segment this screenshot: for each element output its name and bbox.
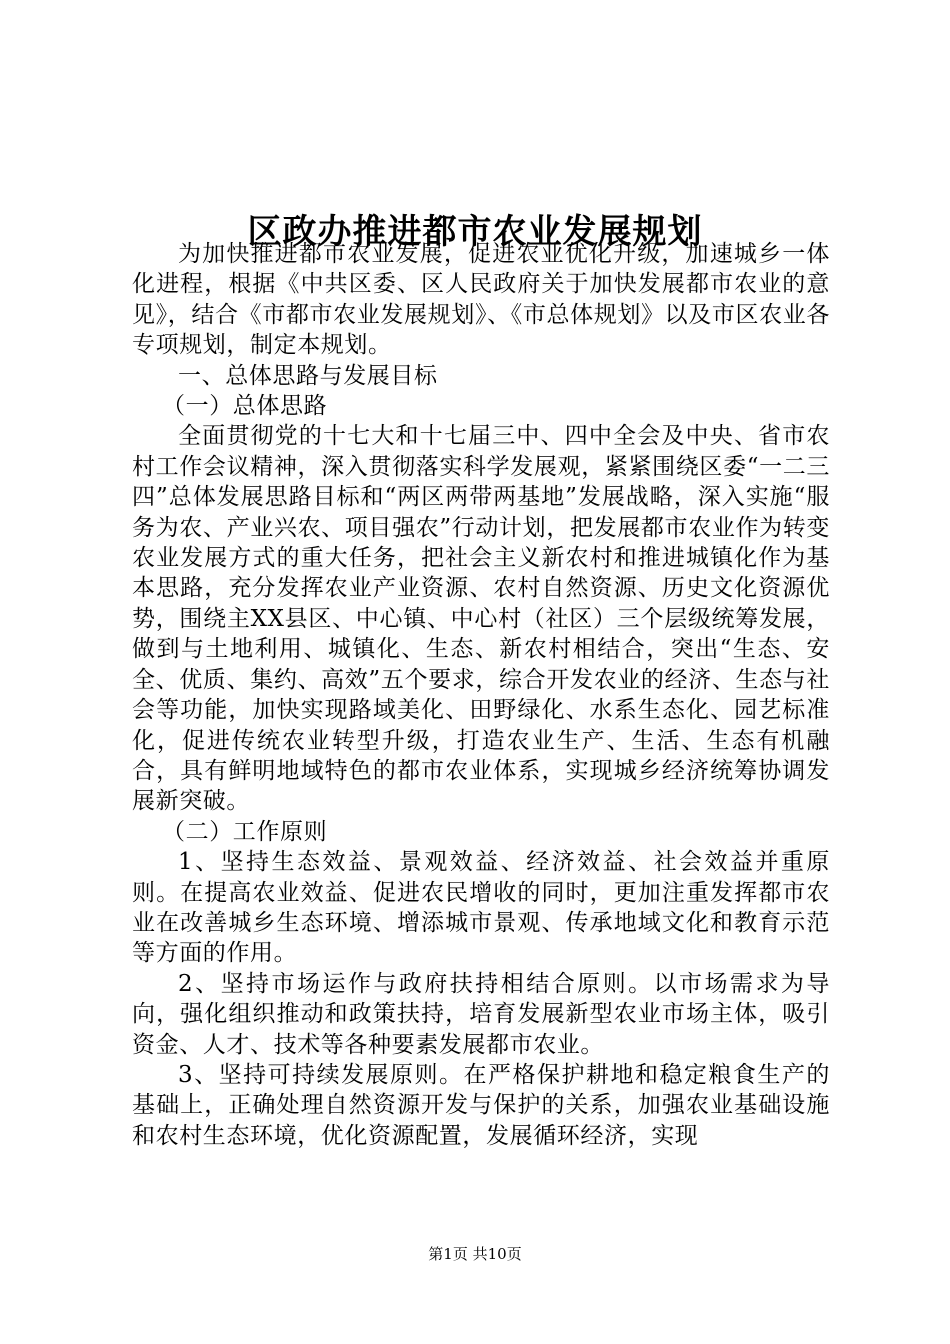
page-number-footer: 第1页 共10页 <box>428 1245 522 1263</box>
principle-paragraph-2: 2、坚持市场运作与政府扶持相结合原则。以市场需求为导向，强化组织推动和政策扶持，培育发展新型农业市场主体，吸引资金、人才、技术等各种要素发展都市农业。 <box>132 970 830 1058</box>
overall-thinking-paragraph: 全面贯彻党的十七大和十七届三中、四中全会及中央、省市农村工作会议精神，深入贯彻落实科学发展观，紧紧围绕区委“一二三四”总体发展思路目标和“两区两带两基地”发展战略，深入实施“服务为农、产业兴农、项目强农”行动计划，把发展都市农业作为转变农业发展方式的重大任务，把社会主义新农村和推进城镇化作为基本思路，充分发挥农业产业资源、农村自然资源、历史文化资源优势，围绕主XX县区、中心镇、中心村（社区）三个层级统筹发展，做到与土地利用、城镇化、生态、新农村相结合，突出“生态、安全、优质、集约、高效”五个要求，综合开发农业的经济、生态与社会等功能，加快实现路域美化、田野绿化、水系生态化、园艺标准化，促进传统农业转型升级，打造农业生产、生活、生态有机融合，具有鲜明地域特色的都市农业体系，实现城乡经济统筹协调发展新突破。 <box>132 423 830 815</box>
subsection-heading-overall-thinking: （一）总体思路 <box>162 393 328 420</box>
document-title: 区政办推进都市农业发展规划 <box>247 211 703 252</box>
subsection-heading-work-principles: （二）工作原则 <box>162 818 328 845</box>
document-body <box>132 239 830 1151</box>
principle-paragraph-1: 1、坚持生态效益、景观效益、经济效益、社会效益并重原则。在提高农业效益、促进农民增收的同时，更加注重发挥都市农业在改善城乡生态环境、增添城市景观、传承地域文化和教育示范等方面的作用。 <box>132 849 830 967</box>
intro-paragraph: 为加快推进都市农业发展，促进农业优化升级，加速城乡一体化进程，根据《中共区委、区人民政府关于加快发展都市农业的意见》，结合《市都市农业发展规划》、《市总体规划》以及市区农业各专项规划，制定本规划。 <box>132 241 830 359</box>
principle-paragraph-3: 3、坚持可持续发展原则。在严格保护耕地和稳定粮食生产的基础上，正确处理自然资源开发与保护的关系，加强农业基础设施和农村生态环境，优化资源配置，发展循环经济，实现 <box>132 1061 830 1149</box>
section-heading-overall-thinking-goals: 一、总体思路与发展目标 <box>178 362 438 389</box>
